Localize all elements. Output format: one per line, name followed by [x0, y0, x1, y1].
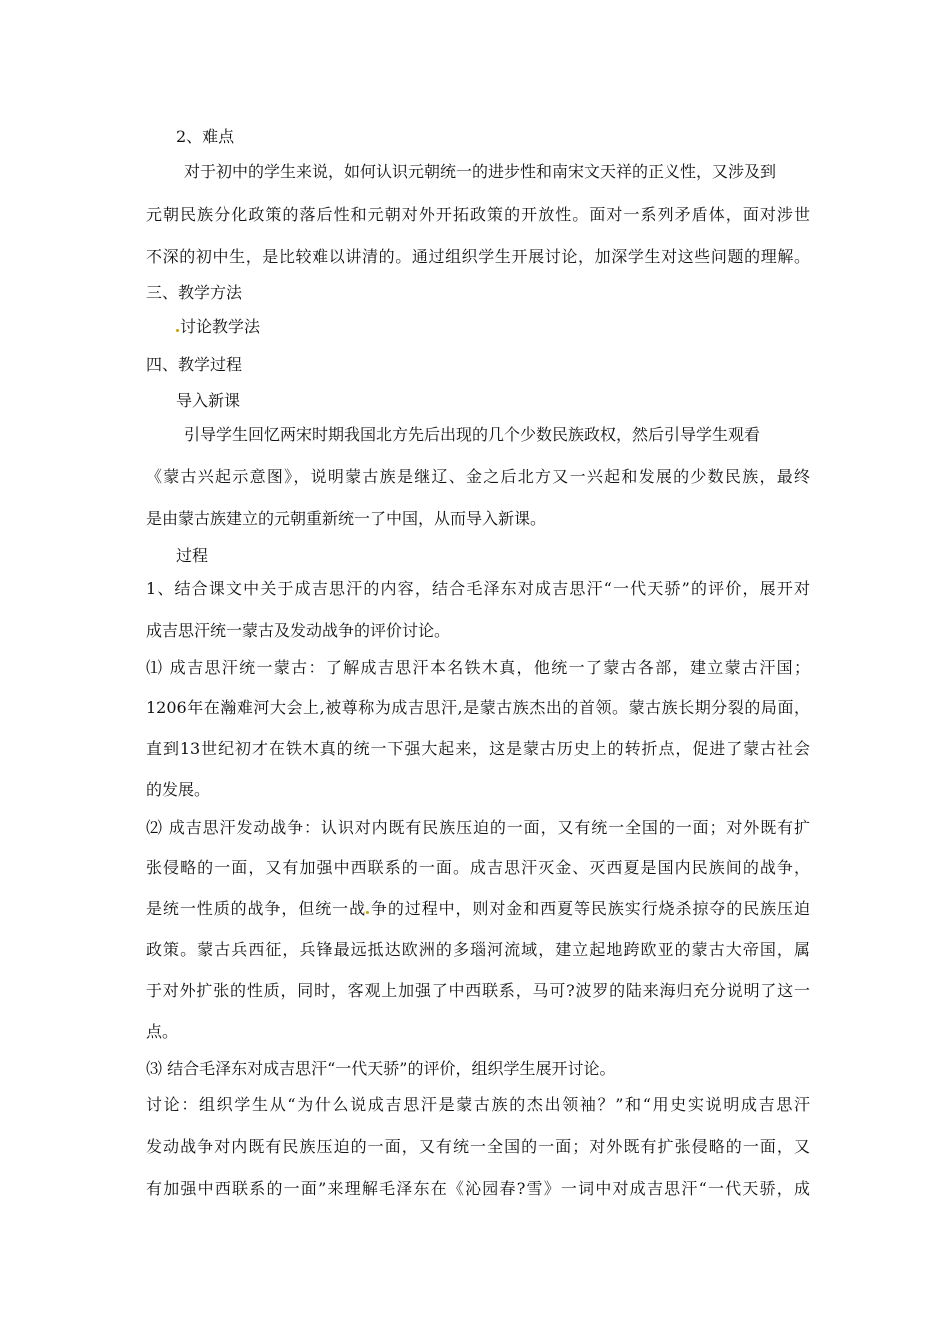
paragraph-line: 发动战争对内既有民族压迫的一面，又有统一全国的一面；对外既有扩张侵略的一面，又	[146, 1137, 810, 1156]
marker-dot-icon	[176, 329, 179, 332]
subheading-process: 过程	[176, 546, 209, 565]
paragraph-line: 张侵略的一面，又有加强中西联系的一面。成吉思汗灭金、灭西夏是国内民族间的战争，	[146, 858, 810, 877]
method-item	[176, 316, 260, 338]
section-heading-methods: 三、教学方法	[146, 283, 243, 302]
section-heading-process: 四、教学过程	[146, 355, 243, 374]
method-item-label: 讨论教学法	[180, 317, 261, 336]
paragraph-line: 成吉思汗统一蒙古及发动战争的评价讨论。	[146, 621, 451, 640]
section-heading-difficulty: 2、难点	[176, 127, 235, 146]
paragraph-line: 讨论：组织学生从“为什么说成吉思汗是蒙古族的杰出领袖？”和“用史实说明成吉思汗	[146, 1095, 810, 1114]
paragraph-line: 有加强中西联系的一面”来理解毛泽东在《沁园春?雪》一词中对成吉思汗“一代天骄，成	[146, 1179, 810, 1198]
paragraph-line: 对于初中的学生来说，如何认识元朝统一的进步性和南宋文天祥的正义性，又涉及到	[184, 162, 777, 181]
paragraph-line: 的发展。	[146, 780, 211, 799]
paragraph-line: 1206年在瀚难河大会上,被尊称为成吉思汗,是蒙古族杰出的首领。蒙古族长期分裂的局面，	[146, 698, 810, 717]
paragraph-line: 政策。蒙古兵西征，兵锋最远抵达欧洲的多瑙河流域，建立起地跨欧亚的蒙古大帝国，属	[146, 940, 810, 959]
paragraph-line: ⑶ 结合毛泽东对成吉思汗“一代天骄”的评价，组织学生展开讨论。	[146, 1059, 616, 1078]
paragraph-line: 直到13世纪初才在铁木真的统一下强大起来，这是蒙古历史上的转折点，促进了蒙古社会	[146, 739, 810, 758]
paragraph-fragment: 是统一性质的战争，但统一战	[146, 899, 366, 918]
paragraph-line: 是由蒙古族建立的元朝重新统一了中国，从而导入新课。	[146, 509, 547, 528]
paragraph-line: 《蒙古兴起示意图》，说明蒙古族是继辽、金之后北方又一兴起和发展的少数民族，最终	[146, 467, 810, 486]
paragraph-line: 点。	[146, 1022, 179, 1041]
paragraph-line: 引导学生回忆两宋时期我国北方先后出现的几个少数民族政权，然后引导学生观看	[184, 425, 761, 444]
paragraph-line: 元朝民族分化政策的落后性和元朝对外开拓政策的开放性。面对一系列矛盾体，面对涉世	[146, 205, 810, 224]
paragraph-fragment: 争的过程中，则对金和西夏等民族实行烧杀掠夺的民族压迫	[370, 899, 810, 918]
paragraph-line: 于对外扩张的性质，同时，客观上加强了中西联系，马可?波罗的陆来海归充分说明了这一	[146, 981, 810, 1000]
marker-dot-icon	[366, 911, 369, 914]
subheading-intro: 导入新课	[176, 391, 241, 410]
paragraph-line: ⑴ 成吉思汗统一蒙古：了解成吉思汗本名铁木真，他统一了蒙古各部，建立蒙古汗国；	[146, 658, 810, 677]
paragraph-line: 1、结合课文中关于成吉思汗的内容，结合毛泽东对成吉思汗“一代天骄”的评价，展开对	[146, 579, 810, 598]
paragraph-line: 不深的初中生，是比较难以讲清的。通过组织学生开展讨论，加深学生对这些问题的理解。	[146, 247, 810, 266]
paragraph-line: ⑵ 成吉思汗发动战争：认识对内既有民族压迫的一面，又有统一全国的一面；对外既有扩	[146, 818, 810, 837]
paragraph-line	[146, 898, 810, 920]
